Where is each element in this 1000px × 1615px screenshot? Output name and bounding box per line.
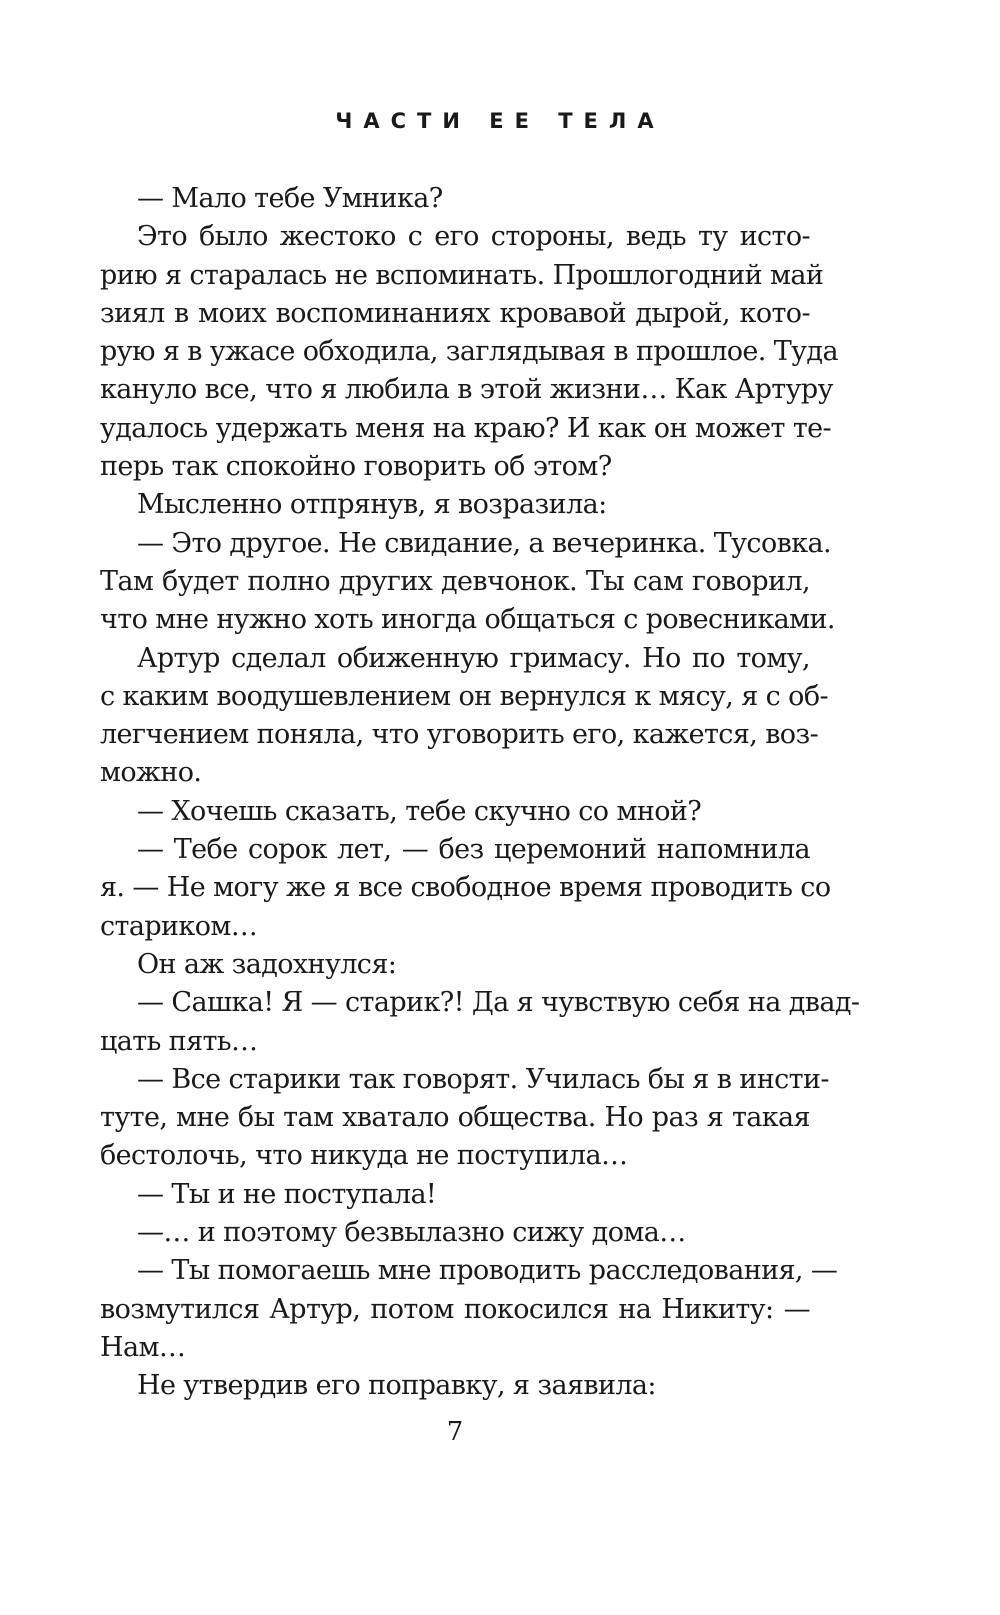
- text-line: — Ты помогаешь мне проводить расследования, —: [137, 1255, 838, 1287]
- text-line: Не утвердив его поправку, я заявила:: [137, 1370, 656, 1402]
- text-line: с каким воодушевлением он вернулся к мясу, я с об-: [100, 680, 829, 712]
- text-line: рию я старалась не вспоминать. Прошлогодний май: [100, 259, 824, 291]
- text-line: Он аж задохнулся:: [137, 948, 397, 980]
- text-line: перь так спокойно говорить об этом?: [100, 451, 612, 483]
- text-line: Там будет полно других девчонок. Ты сам говорил,: [100, 565, 810, 597]
- text-line: стариком…: [100, 910, 258, 942]
- text-line: возмутился Артур, потом покосился на Никиту: —: [100, 1293, 810, 1325]
- text-line: — Хочешь сказать, тебе скучно со мной?: [137, 795, 702, 827]
- text-line: —… и поэтому безвылазно сижу дома…: [137, 1217, 686, 1249]
- text-line: кануло все, что я любила в этой жизни… Как Артуру: [100, 374, 833, 406]
- text-line: можно.: [100, 757, 202, 789]
- text-line: зиял в моих воспоминаниях кровавой дырой, кото-: [100, 297, 810, 329]
- text-line: Нам…: [100, 1331, 186, 1363]
- text-line: — Сашка! Я — старик?! Да я чувствую себя на двад-: [137, 987, 860, 1019]
- text-line: цать пять…: [100, 1025, 258, 1057]
- text-line: — Это другое. Не свидание, а вечеринка. Тусовка.: [137, 527, 831, 559]
- body-text: [100, 180, 860, 1406]
- running-head: ЧАСТИ ЕЕ ТЕЛА: [335, 109, 665, 133]
- text-line: — Тебе сорок лет, — без церемоний напомнила: [137, 834, 810, 866]
- text-line: что мне нужно хоть иногда общаться с ровесниками.: [100, 604, 835, 636]
- text-line: легчением поняла, что уговорить его, кажется, воз-: [100, 719, 819, 751]
- text-line: удалось удержать меня на краю? И как он может те-: [100, 412, 832, 444]
- text-line: туте, мне бы там хватало общества. Но раз я такая: [100, 1102, 810, 1134]
- text-line: Мысленно отпрянув, я возразила:: [137, 489, 607, 521]
- text-line: Это было жестоко с его стороны, ведь ту исто-: [137, 221, 810, 253]
- text-line: бестолочь, что никуда не поступила…: [100, 1140, 628, 1172]
- text-line: я. — Не могу же я все свободное время проводить со: [100, 872, 831, 904]
- text-line: рую я в ужасе обходила, заглядывая в прошлое. Туда: [100, 336, 838, 368]
- text-line: — Мало тебе Умника?: [137, 183, 443, 214]
- page-number: 7: [446, 1417, 464, 1447]
- text-line: — Все старики так говорят. Училась бы я в инсти-: [137, 1063, 829, 1095]
- text-line: Артур сделал обиженную гримасу. Но по тому,: [137, 642, 810, 674]
- text-line: — Ты и не поступала!: [137, 1178, 437, 1210]
